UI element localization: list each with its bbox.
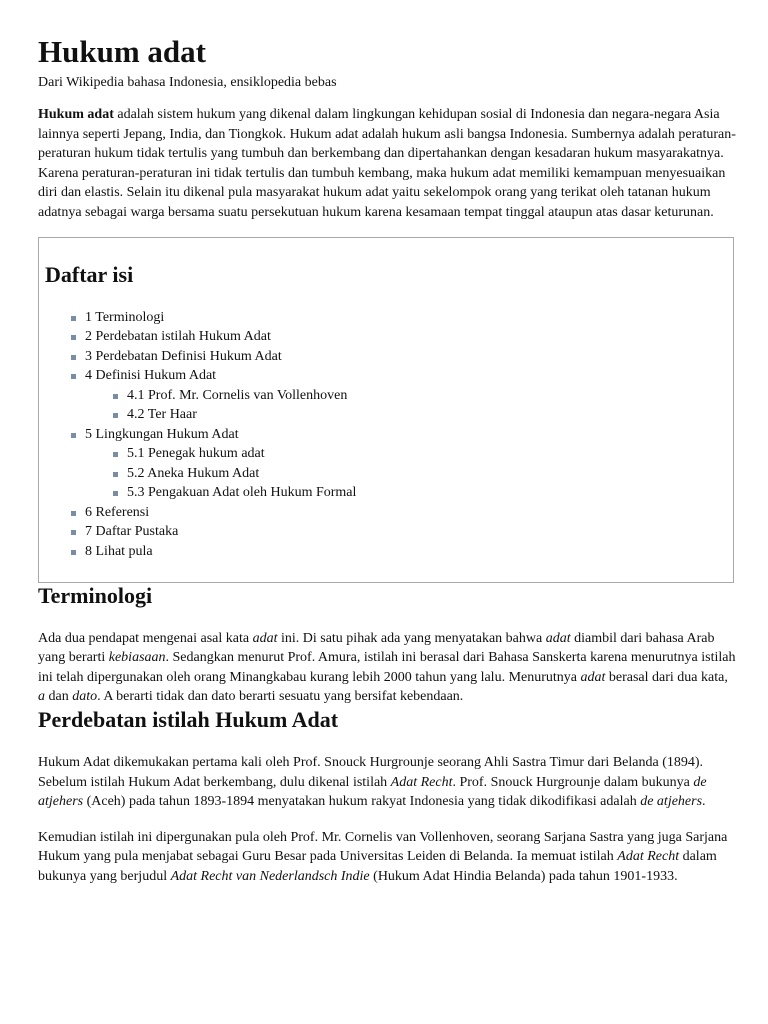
italic-term: Adat Recht: [390, 774, 453, 790]
text-run: Kemudian istilah ini dipergunakan pula oleh Prof. Mr. Cornelis van Vollenhoven, seorang Sarjana Sastra yang juga Sarjana Hukum yang pula menjabat sebagai Guru Besar pada Universitas Leiden di Belanda. Ia memuat istilah: [38, 829, 728, 865]
page-title: Hukum adat: [38, 34, 206, 69]
toc-item[interactable]: [45, 366, 733, 386]
toc-item-label[interactable]: 5.1 Penegak hukum adat: [127, 446, 265, 462]
toc-item[interactable]: [45, 542, 733, 562]
intro-paragraph: [38, 105, 738, 222]
italic-term: a: [38, 689, 45, 705]
italic-term: Adat Recht: [617, 849, 680, 865]
toc-item-label[interactable]: 5 Lingkungan Hukum Adat: [85, 426, 239, 442]
terminologi-paragraph: [38, 629, 738, 707]
toc-item[interactable]: [45, 347, 733, 367]
intro-bold-term: Hukum adat: [38, 107, 114, 123]
text-run: . A berarti tidak dan dato berarti sesuatu yang bersifat kebendaan.: [97, 689, 464, 705]
italic-term: de atjehers: [640, 794, 703, 810]
toc-item[interactable]: [45, 522, 733, 542]
square-bullet-icon: [71, 550, 76, 555]
intro-text: adalah sistem hukum yang dikenal dalam lingkungan kehidupan sosial di Indonesia dan negara-negara Asia lainnya seperti Jepang, India, dan Tiongkok. Hukum adat adalah hukum asli bangsa Indonesia. Sumbernya adalah peraturan-peraturan hukum tidak tertulis yang tumbuh dan berkembang dan dipertahankan dengan kesadaran hukum masyarakatnya. Karena peraturan-peraturan ini tidak tertulis dan tumbuh kembang, maka hukum adat memiliki kemampuan menyesuaikan diri dan elastis. Selain itu dikenal pula masyarakat hukum adat yaitu sekelompok orang yang terikat oleh tatanan hukum adatnya sebagai warga bersama suatu persekutuan hukum karena kesamaan tempat tinggal ataupun atas dasar keturunan.: [38, 107, 736, 220]
text-run: diambil dari bahasa Arab yang berarti: [38, 630, 715, 666]
toc-item[interactable]: [45, 464, 733, 484]
square-bullet-icon: [113, 394, 118, 399]
text-run: berasal dari dua kata,: [605, 669, 728, 685]
square-bullet-icon: [71, 433, 76, 438]
toc-item-label[interactable]: 3 Perdebatan Definisi Hukum Adat: [85, 348, 282, 364]
toc-item[interactable]: [45, 503, 733, 523]
text-run: Hukum Adat dikemukakan pertama kali oleh Prof. Snouck Hurgrounje seorang Ahli Sastra Timur dari Belanda (1894). Sebelum istilah Hukum Adat berkembang, dulu dikenal istilah: [38, 755, 704, 790]
toc-title: Daftar isi: [45, 262, 134, 288]
square-bullet-icon: [71, 316, 76, 321]
toc-item[interactable]: [45, 444, 733, 464]
table-of-contents: [38, 237, 734, 583]
toc-item-label[interactable]: 5.3 Pengakuan Adat oleh Hukum Formal: [127, 485, 357, 501]
square-bullet-icon: [113, 472, 118, 477]
perdebatan-paragraph-1: [38, 753, 738, 812]
italic-term: Adat Recht van Nederlandsch Indie: [170, 868, 370, 884]
text-run: ini. Di satu pihak ada yang menyatakan bahwa: [277, 630, 546, 646]
toc-item[interactable]: [45, 483, 733, 503]
text-run: Ada dua pendapat mengenai asal kata: [38, 630, 253, 646]
italic-term: kebiasaan: [108, 650, 166, 666]
toc-item[interactable]: [45, 386, 733, 406]
text-run: dalam bukunya yang berjudul: [38, 849, 717, 884]
italic-term: dato: [72, 689, 98, 705]
square-bullet-icon: [71, 355, 76, 360]
toc-item[interactable]: [45, 327, 733, 347]
toc-item-label[interactable]: 4.1 Prof. Mr. Cornelis van Vollenhoven: [127, 387, 348, 403]
text-run: . Prof. Snouck Hurgrounje dalam bukunya: [452, 774, 694, 790]
square-bullet-icon: [113, 413, 118, 418]
italic-term: adat: [580, 669, 606, 685]
toc-item[interactable]: [45, 425, 733, 445]
toc-item-label[interactable]: 2 Perdebatan istilah Hukum Adat: [85, 329, 271, 345]
italic-term: de atjehers: [38, 774, 707, 810]
square-bullet-icon: [71, 511, 76, 516]
toc-item-label[interactable]: 5.2 Aneka Hukum Adat: [127, 465, 260, 481]
text-run: .: [702, 794, 706, 810]
square-bullet-icon: [113, 452, 118, 457]
text-run: dan: [45, 689, 73, 705]
square-bullet-icon: [71, 335, 76, 340]
section-heading-terminologi: Terminologi: [38, 583, 153, 609]
square-bullet-icon: [113, 491, 118, 496]
toc-item-label[interactable]: 7 Daftar Pustaka: [85, 524, 179, 540]
italic-term: adat: [545, 630, 571, 646]
toc-item-label[interactable]: 4 Definisi Hukum Adat: [85, 368, 217, 384]
text-run: . Sedangkan menurut Prof. Amura, istilah ini berasal dari Bahasa Sanskerta karena menurutnya istilah ini telah dipergunakan oleh orang Minangkabau kurang lebih 2000 tahun yang lalu. Menurutnya: [38, 650, 736, 685]
toc-item[interactable]: [45, 308, 733, 328]
toc-item-label[interactable]: 4.2 Ter Haar: [127, 407, 197, 423]
toc-item[interactable]: [45, 405, 733, 425]
site-tagline: Dari Wikipedia bahasa Indonesia, ensiklopedia bebas: [38, 74, 337, 90]
square-bullet-icon: [71, 374, 76, 379]
square-bullet-icon: [71, 530, 76, 535]
section-heading-perdebatan: Perdebatan istilah Hukum Adat: [38, 706, 339, 732]
toc-list: [45, 308, 733, 562]
italic-term: adat: [252, 630, 278, 646]
text-run: (Aceh) pada tahun 1893-1894 menyatakan hukum rakyat Indonesia yang tidak dikodifikasi adalah: [83, 794, 641, 810]
text-run: (Hukum Adat Hindia Belanda) pada tahun 1901-1933.: [369, 868, 678, 884]
toc-item-label[interactable]: 6 Referensi: [85, 504, 150, 520]
toc-item-label[interactable]: 8 Lihat pula: [85, 543, 153, 559]
perdebatan-paragraph-2: [38, 828, 738, 887]
toc-item-label[interactable]: 1 Terminologi: [85, 309, 165, 325]
